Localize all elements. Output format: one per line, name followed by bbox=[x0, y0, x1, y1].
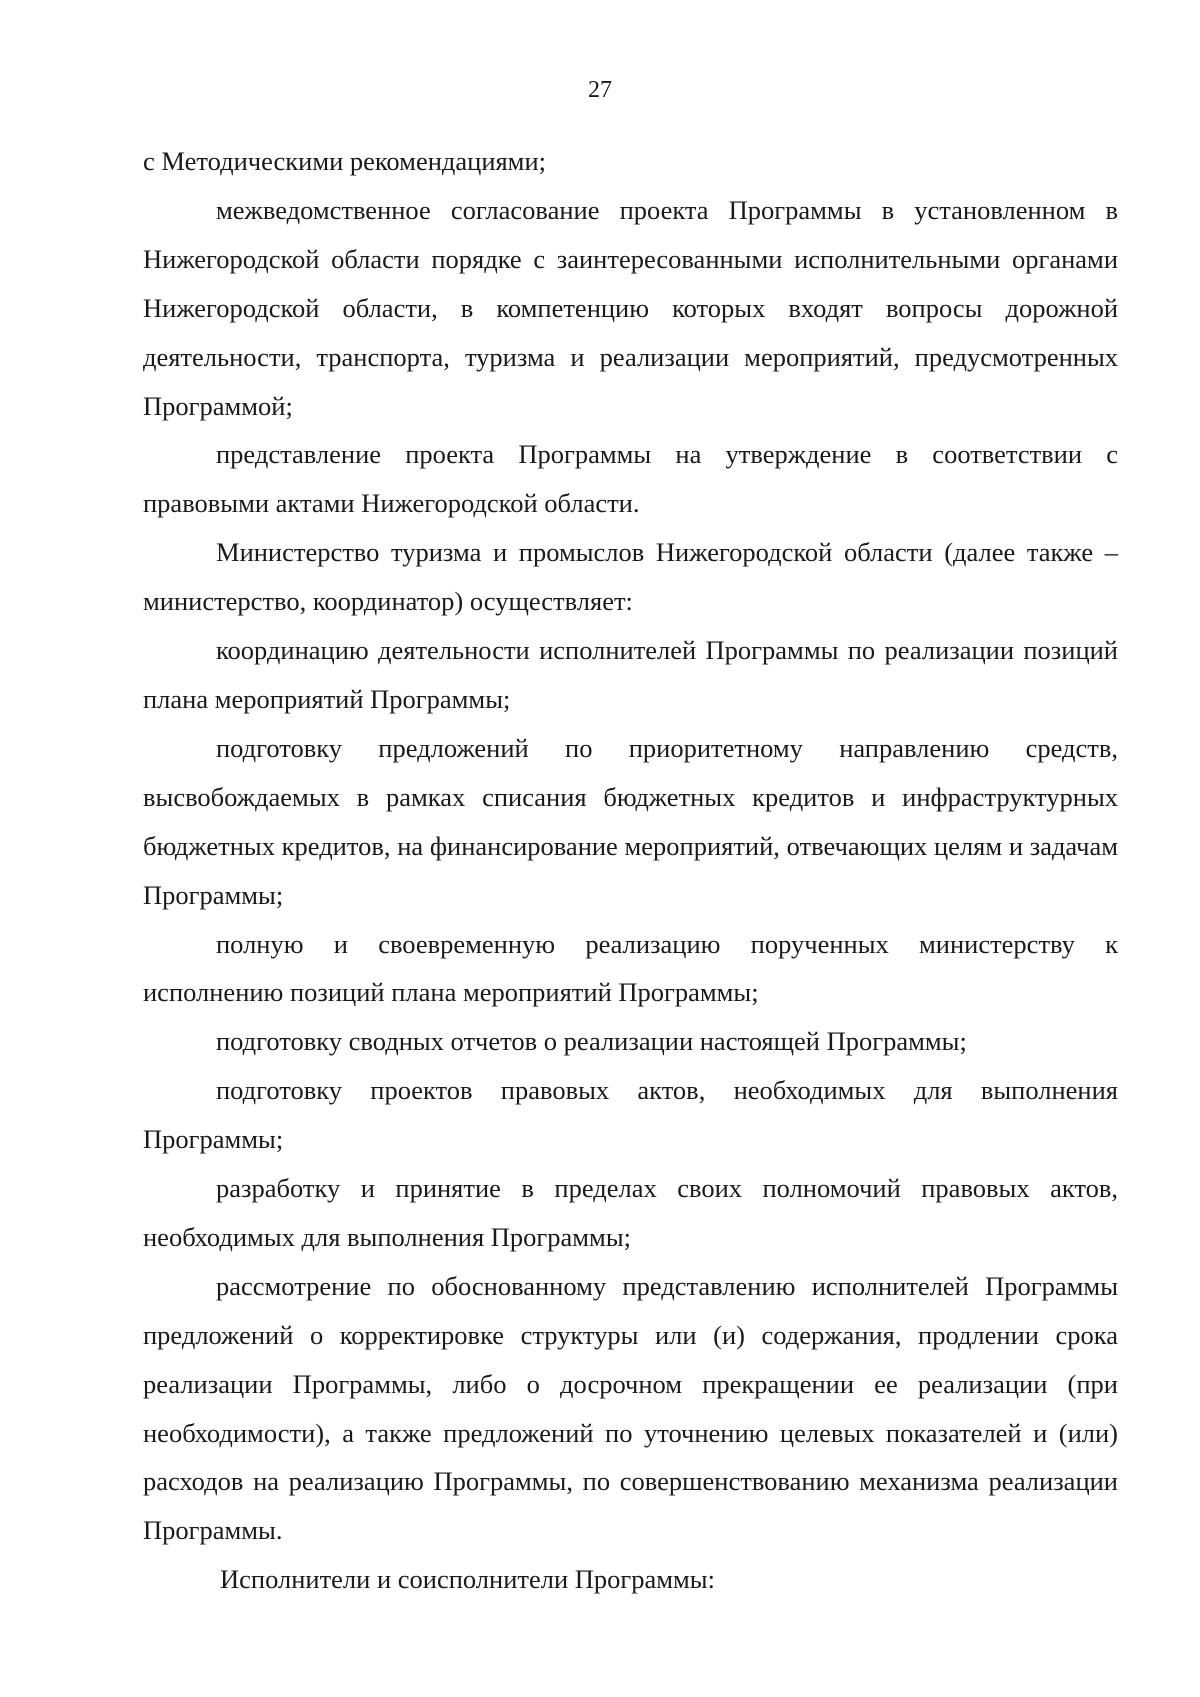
paragraph-interagency-approval: межведомственное согласование проекта Программы в установленном в Нижегородской области порядке с заинтересованными исполнительными органами Нижегородской области, в компетенцию которых входят вопросы дорожной деятельности, транспорта, туризма и реализации мероприятий, предусмотренных Программой; bbox=[143, 194, 1118, 421]
paragraph-adoption-legal-acts: разработку и принятие в пределах своих полномочий правовых актов, необходимых для выполнения Программы; bbox=[143, 1173, 1118, 1252]
paragraph-executors: Исполнители и соисполнители Программы: bbox=[220, 1564, 715, 1595]
paragraph-review-proposals: рассмотрение по обоснованному представлению исполнителей Программы предложений о корректировке структуры или (и) содержания, продлении срока реализации Программы, либо о досрочном прекращении ее реализации (при необходимости), а также предложений по уточнению целевых показателей и (или) расходов на реализацию Программы, по совершенствованию механизма реализации Программы. bbox=[143, 1270, 1118, 1546]
paragraph-draft-legal-acts: подготовку проектов правовых актов, необходимых для выполнения Программы; bbox=[143, 1075, 1118, 1155]
paragraph-methodical-recommendations: с Методическими рекомендациями; bbox=[143, 146, 546, 176]
paragraph-funding-proposals: подготовку предложений по приоритетному направлению средств, высвобождаемых в рамках списания бюджетных кредитов и инфраструктурных бюджетных кредитов, на финансирование мероприятий, отвечающих целям и задачам Программы; bbox=[143, 732, 1118, 910]
paragraph-ministry-coordinator: Министерство туризма и промыслов Нижегородской области (далее также – министерство, координатор) осуществляет: bbox=[143, 537, 1118, 617]
paragraph-full-implementation: полную и своевременную реализацию порученных министерству к исполнению позиций плана мероприятий Программы; bbox=[143, 928, 1118, 1008]
page-number: 27 bbox=[588, 77, 612, 103]
paragraph-submission-for-approval: представление проекта Программы на утверждение в соответствии с правовыми актами Нижегородской области. bbox=[143, 439, 1118, 519]
document-body bbox=[143, 137, 1118, 1604]
paragraph-coordination: координацию деятельности исполнителей Программы по реализации позиций плана мероприятий Программы; bbox=[143, 635, 1118, 714]
paragraph-summary-reports: подготовку сводных отчетов о реализации настоящей Программы; bbox=[216, 1026, 967, 1057]
